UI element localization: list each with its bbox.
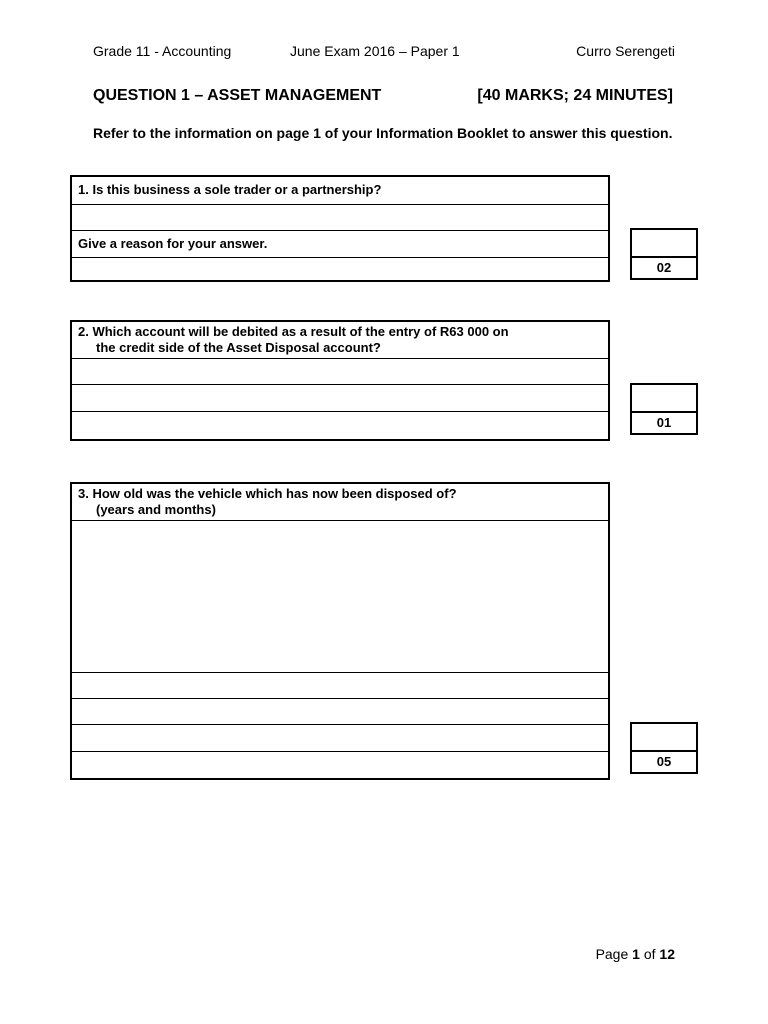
question-2-answer-line-1[interactable]: [72, 359, 608, 385]
question-3-working-area[interactable]: [72, 521, 608, 673]
question-1-table: [70, 175, 610, 282]
question-2-prompt-line-2: the credit side of the Asset Disposal account?: [96, 340, 381, 355]
question-2-answer-line-3[interactable]: [72, 412, 608, 439]
question-3-answer-line-1[interactable]: [72, 673, 608, 699]
question-1-prompt: 1. Is this business a sole trader or a partnership?: [72, 177, 608, 205]
question-3-answer-line-2[interactable]: [72, 699, 608, 725]
question-title-row: [93, 87, 673, 105]
question-1-max-mark: 02: [656, 260, 672, 275]
question-1-reason-prompt: Give a reason for your answer.: [72, 231, 608, 258]
header-exam: June Exam 2016 – Paper 1: [290, 43, 460, 59]
question-1-mark-box: [630, 228, 698, 280]
question-2-score-field[interactable]: [632, 385, 696, 413]
question-1-score-field[interactable]: [632, 230, 696, 258]
instruction-text: Refer to the information on page 1 of your Information Booklet to answer this question.: [93, 125, 673, 141]
question-2-table: [70, 320, 610, 441]
page-total: 12: [659, 946, 675, 962]
question-3-answer-line-4[interactable]: [72, 752, 608, 778]
question-3-mark-box: [630, 722, 698, 774]
question-2-mark-box: [630, 383, 698, 435]
question-2-answer-line-2[interactable]: [72, 385, 608, 412]
page-of: of: [639, 946, 660, 962]
header-school: Curro Serengeti: [576, 43, 675, 59]
question-1-answer-line[interactable]: [72, 205, 608, 231]
question-2-max-mark: 01: [656, 415, 672, 430]
question-2-prompt-line-1: 2. Which account will be debited as a result of the entry of R63 000 on: [78, 324, 509, 339]
page-footer: [596, 946, 675, 962]
question-3-prompt-line-1: 3. How old was the vehicle which has now been disposed of?: [78, 486, 457, 501]
question-1-reason-line[interactable]: [72, 258, 608, 280]
question-3-max-mark: 05: [656, 754, 672, 769]
question-2-prompt: [72, 322, 608, 359]
question-3-table: [70, 482, 610, 780]
question-3-score-field[interactable]: [632, 724, 696, 752]
page-number: 1: [632, 946, 640, 962]
question-3-prompt-line-2: (years and months): [96, 502, 216, 517]
question-title: QUESTION 1 – ASSET MANAGEMENT: [93, 87, 382, 104]
header-subject: Grade 11 - Accounting: [93, 43, 232, 59]
question-marks: [40 MARKS; 24 MINUTES]: [477, 87, 673, 104]
question-3-prompt: [72, 484, 608, 521]
question-3-answer-line-3[interactable]: [72, 725, 608, 752]
page-prefix: Page: [595, 946, 633, 962]
